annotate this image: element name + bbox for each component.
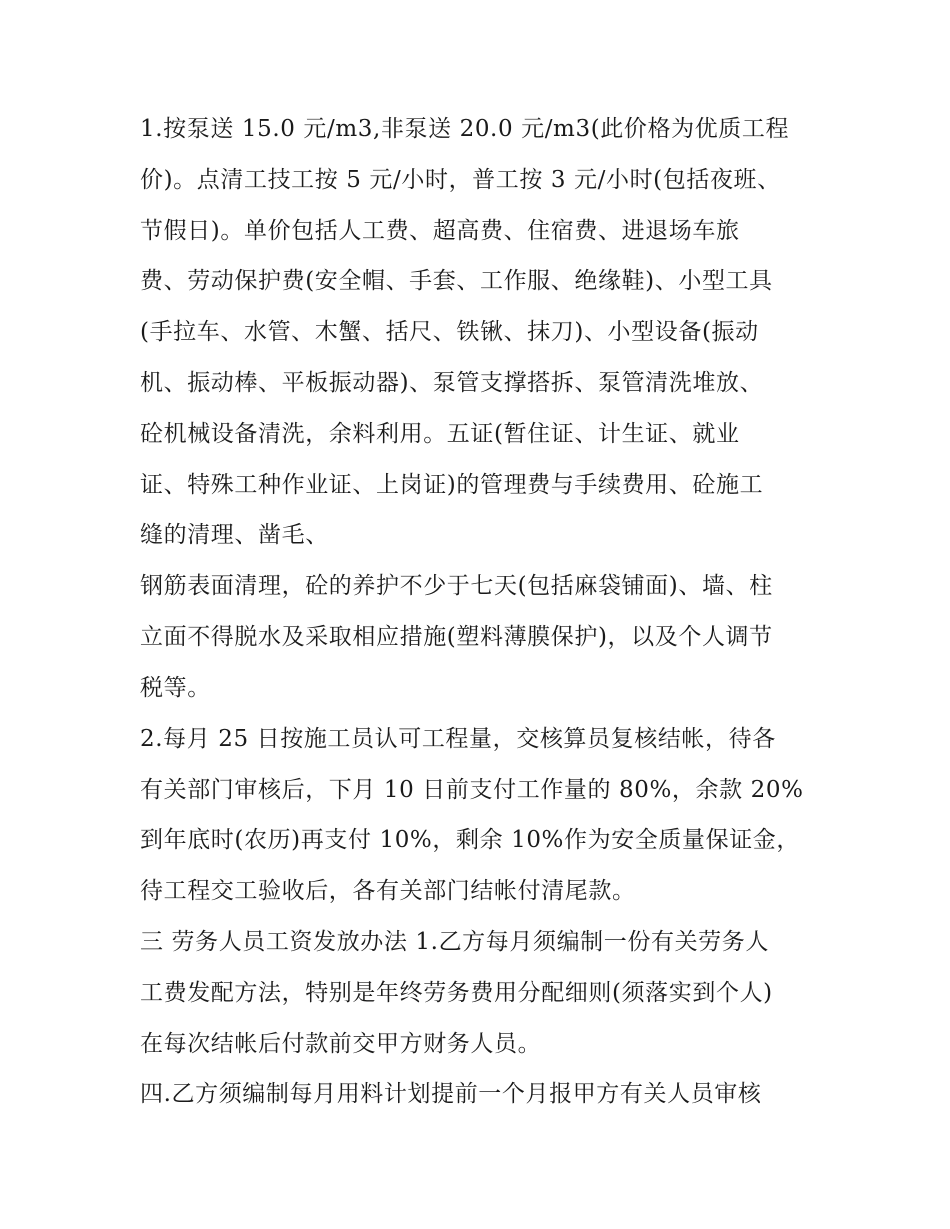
text-line: 立面不得脱水及采取相应措施(塑料薄膜保护)，以及个人调节 xyxy=(140,624,773,650)
text-line: 机、振动棒、平板振动器)、泵管支撑搭拆、泵管清洗堆放、 xyxy=(140,370,764,396)
text-line: 税等。 xyxy=(140,675,211,701)
text-line: 四.乙方须编制每月用料计划提前一个月报甲方有关人员审核 xyxy=(140,1081,762,1107)
text-line: 缝的清理、凿毛、 xyxy=(140,522,329,548)
text-line: 三 劳务人员工资发放办法 1.乙方每月须编制一份有关劳务人 xyxy=(140,929,769,955)
text-line: 价)。点清工技工按 5 元/小时，普工按 3 元/小时(包括夜班、 xyxy=(140,167,781,193)
text-line: 有关部门审核后，下月 10 日前支付工作量的 80%，余款 20% xyxy=(140,777,804,803)
text-line: 待工程交工验收后，各有关部门结帐付清尾款。 xyxy=(140,878,636,904)
text-line: 工费发配方法，特别是年终劳务费用分配细则(须落实到个人) xyxy=(140,980,773,1006)
text-line: 费、劳动保护费(安全帽、手套、工作服、绝缘鞋)、小型工具 xyxy=(140,268,773,294)
text-line: 到年底时(农历)再支付 10%，剩余 10%作为安全质量保证金， xyxy=(140,827,801,853)
text-line: 2.每月 25 日按施工员认可工程量，交核算员复核结帐，待各 xyxy=(140,726,776,752)
text-line: (手拉车、水管、木蟹、括尺、铁锹、抹刀)、小型设备(振动 xyxy=(140,319,759,345)
text-line: 在每次结帐后付款前交甲方财务人员。 xyxy=(140,1031,542,1057)
text-line: 砼机械设备清洗，余料利用。五证(暂住证、计生证、就业 xyxy=(140,421,740,447)
text-line: 钢筋表面清理，砼的养护不少于七天(包括麻袋铺面)、墙、柱 xyxy=(140,573,773,599)
text-line: 证、特殊工种作业证、上岗证)的管理费与手续费用、砼施工 xyxy=(140,472,764,498)
text-line: 1.按泵送 15.0 元/m3,非泵送 20.0 元/m3(此价格为优质工程 xyxy=(140,116,790,142)
text-line: 节假日)。单价包括人工费、超高费、住宿费、进退场车旅 xyxy=(140,218,740,244)
